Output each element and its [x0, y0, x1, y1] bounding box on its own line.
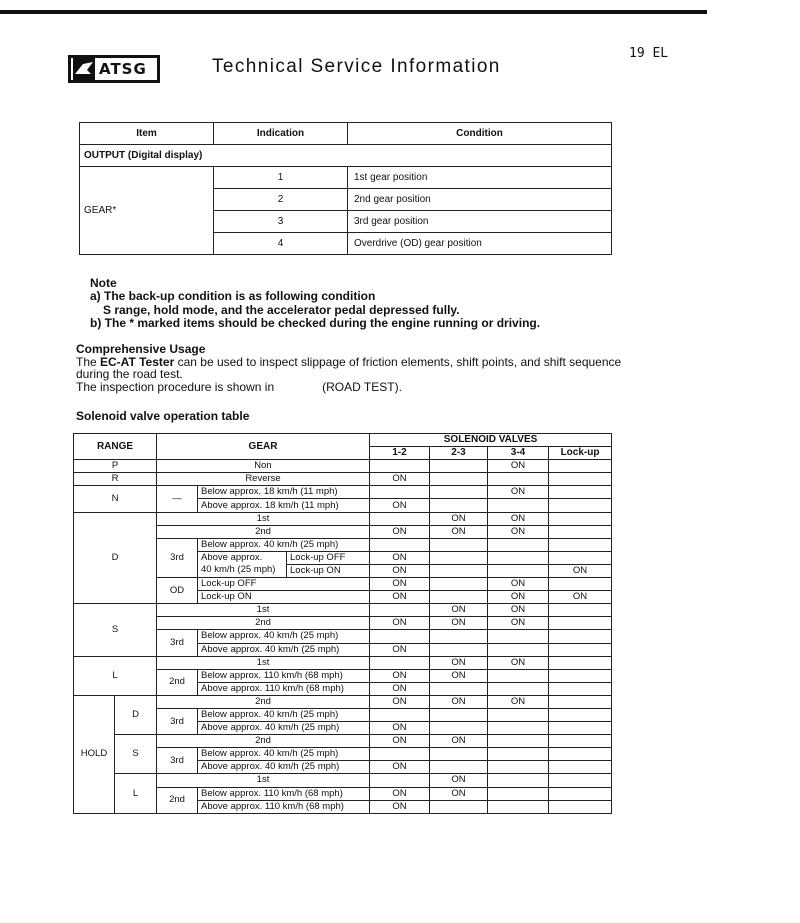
range-l: L [74, 656, 157, 695]
gear-condition [198, 551, 287, 577]
gear-condition: Above approx. 40 km/h (25 mph) [198, 722, 370, 735]
on-cell: ON [370, 695, 430, 708]
condition-cell: 2nd gear position [348, 189, 612, 211]
on-cell: ON [370, 525, 430, 538]
range-r: R [74, 473, 157, 486]
on-cell: ON [370, 617, 430, 630]
on-cell: ON [370, 591, 430, 604]
on-cell: ON [430, 695, 488, 708]
indication-cell: 4 [214, 233, 348, 255]
gear-1st: 1st [157, 656, 370, 669]
on-cell: ON [430, 604, 488, 617]
lockup-off: Lock-up OFF [287, 551, 370, 564]
on-cell: ON [430, 656, 488, 669]
atsg-logo [68, 55, 160, 83]
on-cell: ON [488, 486, 549, 499]
gear-2nd: 2nd [157, 617, 370, 630]
range-s: S [74, 604, 157, 656]
gear-condition: Below approx. 110 km/h (68 mph) [198, 787, 370, 800]
gear-label: GEAR* [80, 167, 214, 255]
gear-3rd: 3rd [157, 748, 198, 774]
col-indication: Indication [214, 123, 348, 145]
on-cell: ON [430, 787, 488, 800]
col-item: Item [80, 123, 214, 145]
gear-2nd: 2nd [157, 695, 370, 708]
note-a-detail: S range, hold mode, and the accelerator pedal depressed fully. [103, 302, 460, 317]
solenoid-table-title: Solenoid valve operation table [76, 409, 250, 423]
on-cell: ON [488, 591, 549, 604]
on-cell: ON [488, 656, 549, 669]
usage-line2: during the road test. [76, 367, 183, 381]
col-condition: Condition [348, 123, 612, 145]
gear-condition: Above approx. 18 km/h (11 mph) [198, 499, 370, 512]
gear-3rd: 3rd [157, 708, 198, 734]
usage-text: (ROAD TEST). [322, 379, 402, 394]
on-cell: ON [430, 669, 488, 682]
on-cell: ON [370, 643, 430, 656]
usage-block [76, 343, 636, 393]
usage-tester-name: EC-AT Tester [100, 354, 175, 369]
gear-condition: Above approx. 110 km/h (68 mph) [198, 682, 370, 695]
condition-cell: 1st gear position [348, 167, 612, 189]
solenoid-table [73, 433, 612, 814]
gear-condition: Below approx. 40 km/h (25 mph) [198, 708, 370, 721]
monitor-output-table [79, 122, 612, 255]
usage-text: The inspection procedure is shown in [76, 379, 275, 394]
indication-cell: 2 [214, 189, 348, 211]
gear-od: OD [157, 578, 198, 604]
lockup-on: Lock-up ON [287, 564, 370, 577]
on-cell: ON [370, 551, 430, 564]
lockup-on: Lock-up ON [198, 591, 370, 604]
usage-text: The [76, 354, 101, 369]
note-b: b) The * marked items should be checked during the engine running or driving. [90, 316, 541, 331]
gear-2nd: 2nd [157, 525, 370, 538]
range-n: N [74, 486, 157, 512]
on-cell: ON [488, 460, 549, 473]
top-rule [0, 10, 707, 14]
gear-condition: Below approx. 18 km/h (11 mph) [198, 486, 370, 499]
gear-condition: Below approx. 40 km/h (25 mph) [198, 538, 370, 551]
on-cell: ON [370, 473, 430, 486]
on-cell: ON [488, 617, 549, 630]
above-text: 40 km/h (25 mph) [201, 564, 276, 576]
on-cell: ON [370, 722, 430, 735]
on-cell: ON [370, 669, 430, 682]
h-34: 3-4 [488, 447, 549, 460]
gear-reverse: Reverse [157, 473, 370, 486]
gear-condition: Below approx. 40 km/h (25 mph) [198, 630, 370, 643]
gear-3rd: 3rd [157, 630, 198, 656]
on-cell: ON [549, 591, 612, 604]
hold-d: D [115, 695, 157, 734]
gear-1st: 1st [157, 604, 370, 617]
car-icon [73, 58, 95, 80]
gear-3rd: 3rd [157, 538, 198, 577]
usage-text: can be used to inspect slippage of friction elements, shift points, and shift sequence [174, 354, 622, 369]
range-d: D [74, 512, 157, 604]
on-cell: ON [370, 735, 430, 748]
h-gear: GEAR [157, 434, 370, 460]
on-cell: ON [549, 564, 612, 577]
above-text: Above approx. [201, 552, 263, 564]
on-cell: ON [430, 617, 488, 630]
condition-cell: Overdrive (OD) gear position [348, 233, 612, 255]
on-cell: ON [488, 512, 549, 525]
gear-condition: Above approx. 40 km/h (25 mph) [198, 643, 370, 656]
h-valves: SOLENOID VALVES [370, 434, 612, 447]
on-cell: ON [488, 525, 549, 538]
gear-condition: Below approx. 40 km/h (25 mph) [198, 748, 370, 761]
page-number: 19 EL [629, 46, 669, 61]
h-12: 1-2 [370, 447, 430, 460]
note-title: Note [90, 276, 117, 290]
on-cell: ON [430, 774, 488, 787]
usage-title: Comprehensive Usage [76, 342, 206, 356]
gear-2nd: 2nd [157, 787, 198, 813]
indication-cell: 1 [214, 167, 348, 189]
gear-1st: 1st [157, 512, 370, 525]
gear-condition: Above approx. 40 km/h (25 mph) [198, 761, 370, 774]
on-cell: ON [370, 564, 430, 577]
gear-non: Non [157, 460, 370, 473]
gear-1st: 1st [157, 774, 370, 787]
h-lockup: Lock-up [549, 447, 612, 460]
lockup-off: Lock-up OFF [198, 578, 370, 591]
indication-cell: 3 [214, 211, 348, 233]
on-cell: ON [430, 525, 488, 538]
hold-s: S [115, 735, 157, 774]
condition-cell: 3rd gear position [348, 211, 612, 233]
gear-2nd: 2nd [157, 669, 198, 695]
h-23: 2-3 [430, 447, 488, 460]
on-cell: ON [370, 499, 430, 512]
on-cell: ON [430, 735, 488, 748]
usage-line3 [76, 381, 636, 394]
on-cell: ON [370, 787, 430, 800]
section-output: OUTPUT (Digital display) [80, 145, 612, 167]
on-cell: ON [488, 578, 549, 591]
note-a: a) The back-up condition is as following condition [90, 289, 376, 304]
gear-dash: — [157, 486, 198, 512]
range-hold: HOLD [74, 695, 115, 813]
on-cell: ON [370, 682, 430, 695]
gear-condition: Above approx. 110 km/h (68 mph) [198, 800, 370, 813]
on-cell: ON [370, 761, 430, 774]
on-cell: ON [488, 604, 549, 617]
h-range: RANGE [74, 434, 157, 460]
gear-condition: Below approx. 110 km/h (68 mph) [198, 669, 370, 682]
on-cell: ON [430, 512, 488, 525]
hold-l: L [115, 774, 157, 813]
logo-text: ATSG [99, 60, 147, 78]
range-p: P [74, 460, 157, 473]
on-cell: ON [370, 800, 430, 813]
page-title: Technical Service Information [212, 56, 501, 77]
note-block [90, 277, 540, 331]
gear-2nd: 2nd [157, 735, 370, 748]
on-cell: ON [370, 578, 430, 591]
on-cell: ON [488, 695, 549, 708]
